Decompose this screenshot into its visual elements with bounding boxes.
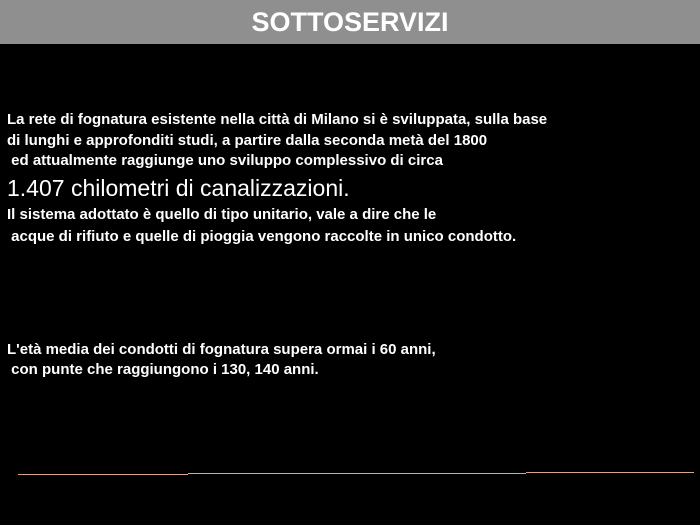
paragraph-line: di lunghi e approfonditi studi, a partire dalla seconda metà del 1800 bbox=[7, 132, 488, 149]
paragraph-line: ed attualmente raggiunge uno sviluppo complessivo di circa bbox=[7, 152, 443, 169]
footer-rule-segment bbox=[526, 472, 694, 473]
title-bar bbox=[0, 0, 700, 44]
footer-rule-segment bbox=[18, 474, 188, 475]
highlight-line: 1.407 chilometri di canalizzazioni. bbox=[7, 175, 350, 201]
page-title: SOTTOSERVIZI bbox=[251, 6, 449, 37]
paragraph-line: con punte che raggiungono i 130, 140 anni. bbox=[7, 361, 319, 378]
paragraph-line: acque di rifiuto e quelle di pioggia vengono raccolte in unico condotto. bbox=[7, 228, 517, 245]
paragraph-line: L'età media dei condotti di fognatura supera ormai i 60 anni, bbox=[7, 341, 436, 358]
paragraph-line: Il sistema adottato è quello di tipo unitario, vale a dire che le bbox=[7, 206, 437, 223]
paragraph-line: La rete di fognatura esistente nella città di Milano si è sviluppata, sulla base bbox=[7, 111, 548, 128]
footer-rule-segment bbox=[188, 473, 526, 474]
